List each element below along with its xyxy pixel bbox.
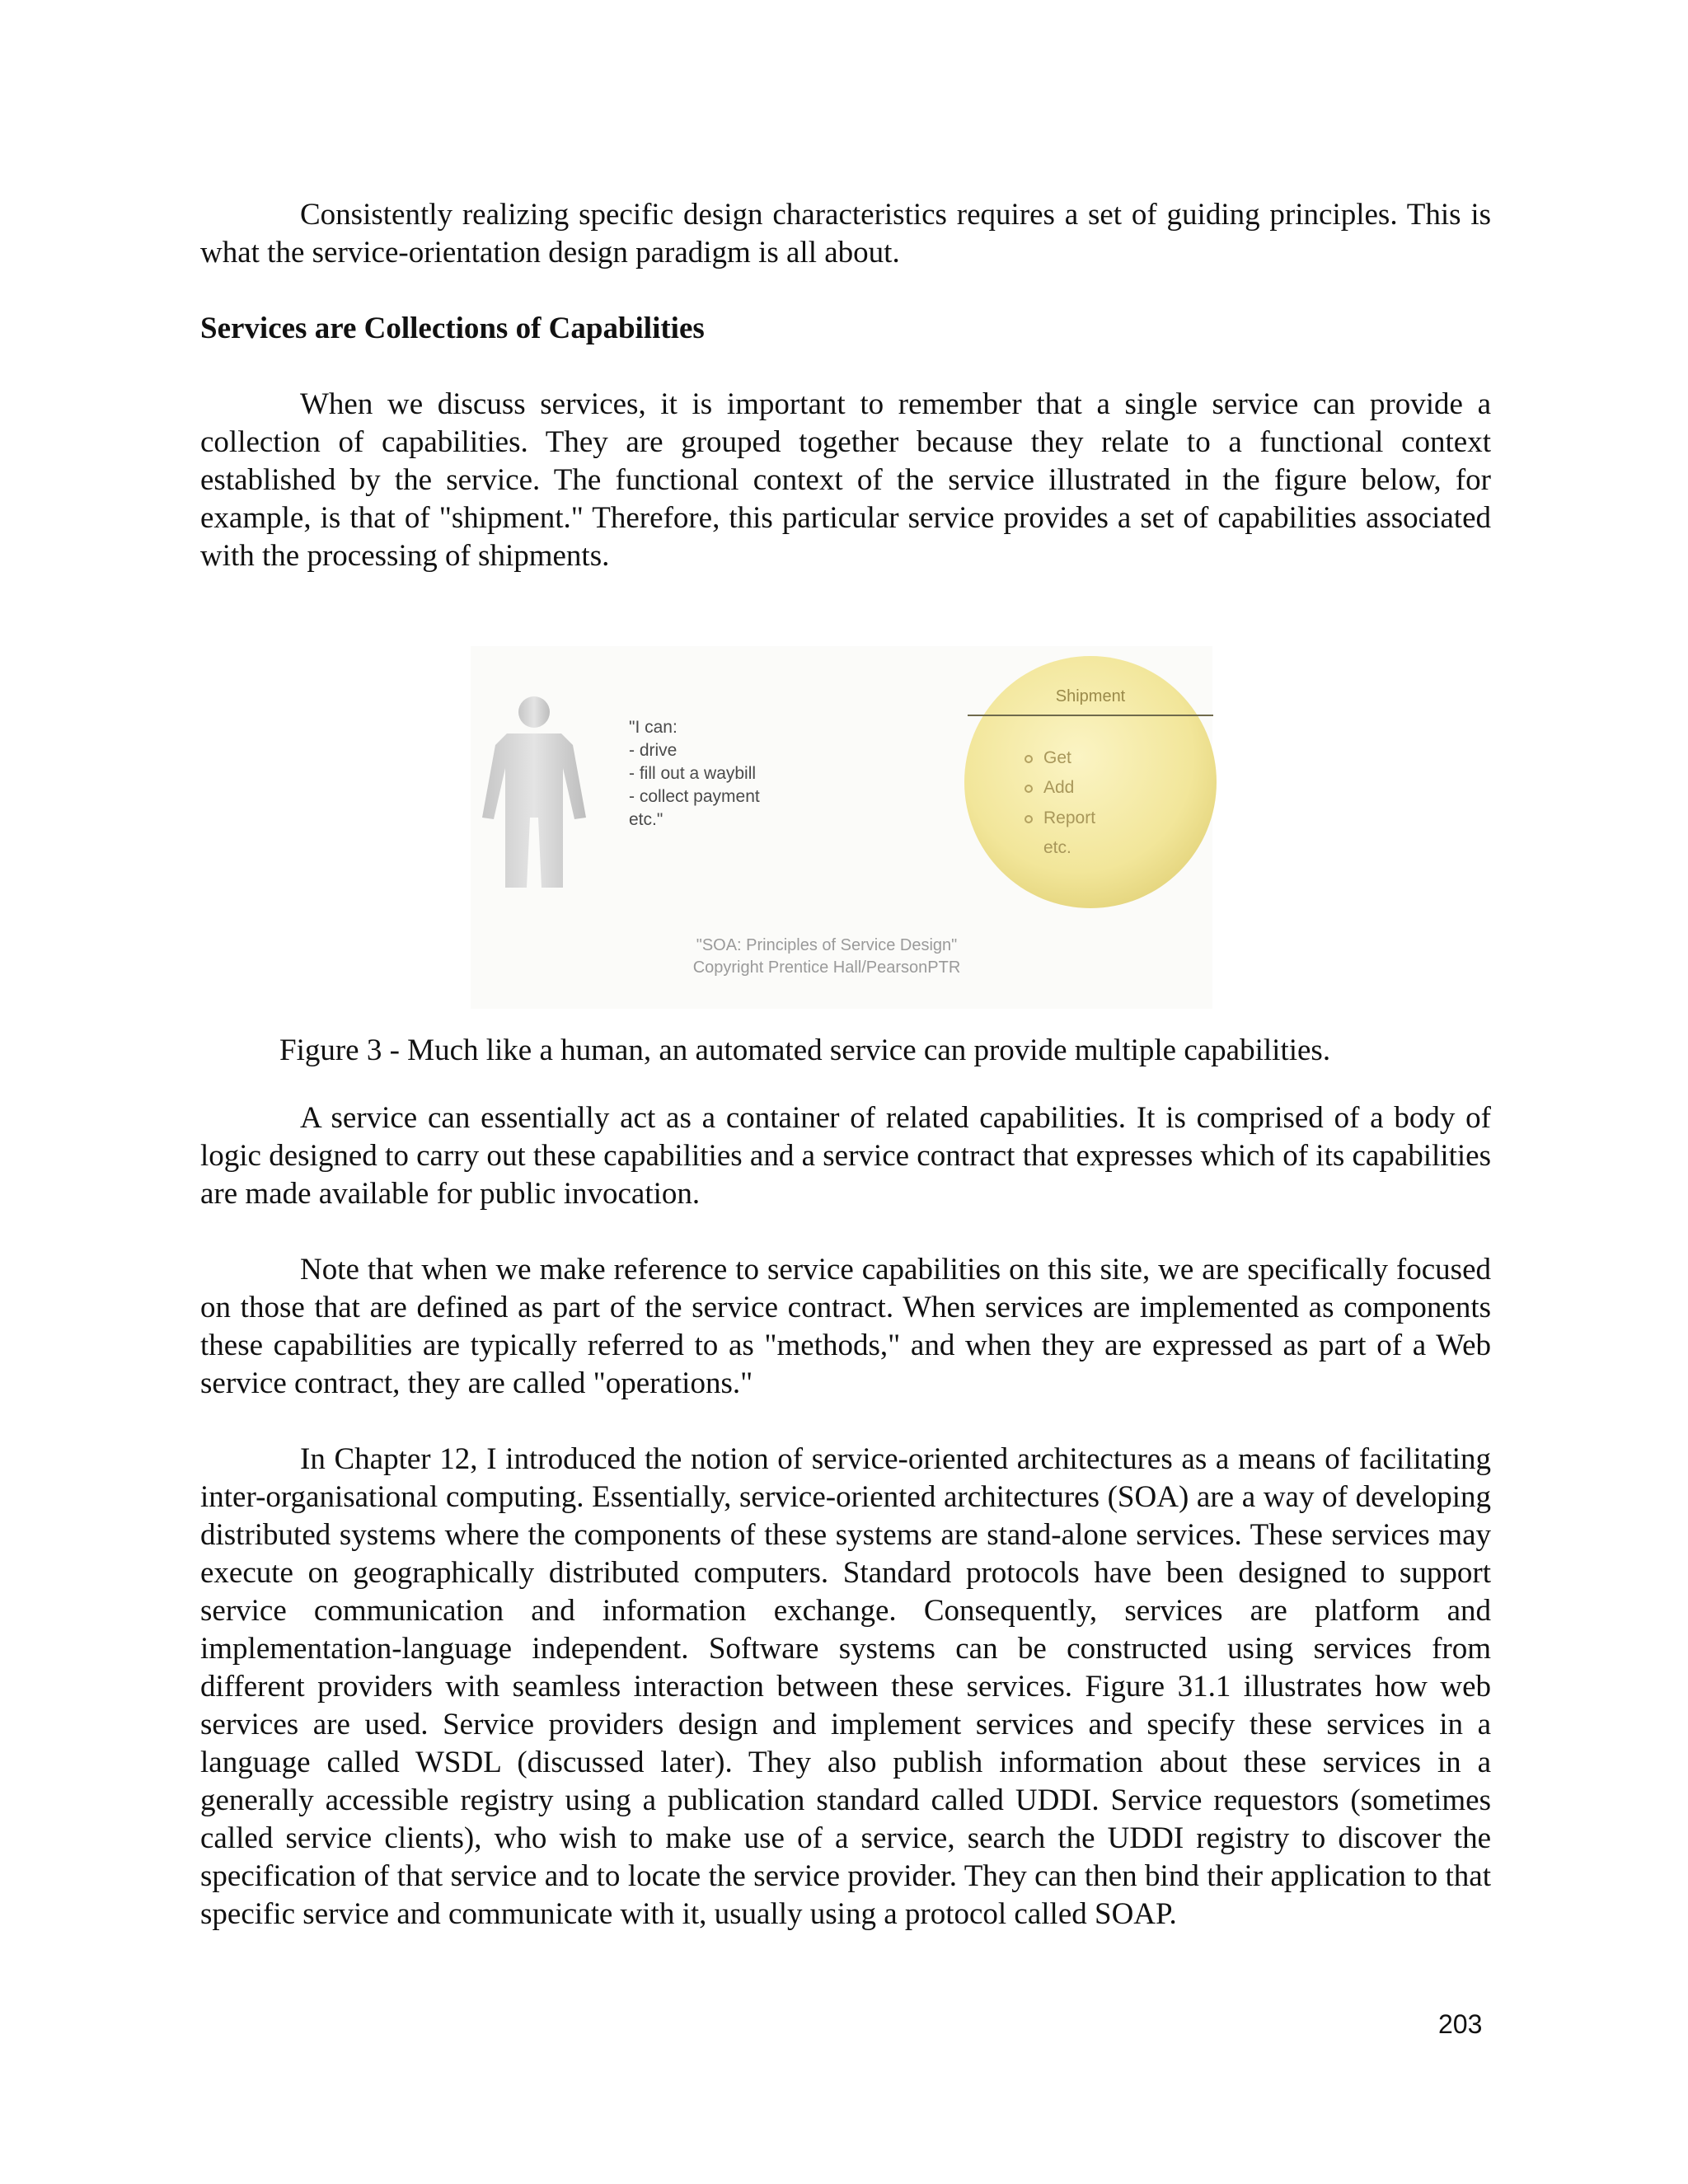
service-operation: Get bbox=[1043, 748, 1071, 767]
bullet-icon bbox=[1025, 785, 1033, 793]
copyright-publisher: Copyright Prentice Hall/PearsonPTR bbox=[692, 958, 961, 977]
figure-copyright bbox=[612, 935, 1041, 979]
bullet-icon bbox=[1025, 755, 1033, 763]
section-heading: Services are Collections of Capabilities bbox=[200, 312, 705, 345]
copyright-title: "SOA: Principles of Service Design" bbox=[696, 936, 958, 954]
service-operation: Add bbox=[1043, 778, 1075, 797]
paragraph-contract-note: Note that when we make reference to service capabilities on this site, we are specifically focused on those that are defined as part of the service contract. When services are implemented as components these capabilities are typically referred to as "methods," and when they are expressed as part of a Web service contract, they are called "operations." bbox=[200, 1253, 1491, 1400]
paragraph-design-principles: Consistently realizing specific design characteristics requires a set of guiding principles. This is what the service-orientation design paradigm is all about. bbox=[200, 198, 1491, 269]
figure-3 bbox=[200, 646, 1491, 1009]
page-number: 203 bbox=[1438, 2009, 1483, 2039]
paragraph-capabilities: When we discuss services, it is important to remember that a single service can provide a collection of capabilities. They are grouped together because they relate to a functional context established by the service. The functional context of the service illustrated in the figure below, for example, is that of "shipment." Therefore, this particular service provides a set of capabilities associated with the processing of shipments. bbox=[200, 387, 1491, 573]
service-title: Shipment bbox=[1055, 687, 1126, 705]
paragraph-container: A service can essentially act as a container of related capabilities. It is comprised of a body of logic designed to carry out these capabilities and a service contract that expresses which of its capabilities are made available for public invocation. bbox=[200, 1101, 1491, 1211]
paragraph-soa: In Chapter 12, I introduced the notion of service-oriented architectures as a means of facilitating inter-organisational computing. Essentially, service-oriented architectures (SOA) are a way of developing distributed systems where the components of these systems are stand-alone services. These services may execute on geographically distributed computers. Standard protocols have been designed to support service communication and information exchange. Consequently, services are platform and implementation-language independent. Software systems can be constructed using services from different providers with seamless interaction between these services. Figure 31.1 illustrates how web services are used. Service providers design and implement services and specify these services in a language called WSDL (discussed later). They also publish information about these services in a generally accessible registry using a publication standard called UDDI. Service requestors (sometimes called service clients), who wish to make use of a service, search the UDDI registry to discover the specification of that service and to locate the service provider. They can then bind their application to that specific service and communicate with it, usually using a protocol called SOAP. bbox=[200, 1442, 1491, 1931]
page-body bbox=[200, 196, 1491, 1933]
service-operation: Report bbox=[1043, 808, 1096, 827]
person-icon bbox=[481, 694, 588, 892]
bullet-icon bbox=[1025, 815, 1033, 823]
figure-caption: Figure 3 - Much like a human, an automated service can provide multiple capabilities. bbox=[279, 1033, 1331, 1067]
person-capabilities-text: "I can: - drive - fill out a waybill - collect payment etc." bbox=[629, 718, 760, 829]
service-etc: etc. bbox=[1043, 838, 1071, 857]
